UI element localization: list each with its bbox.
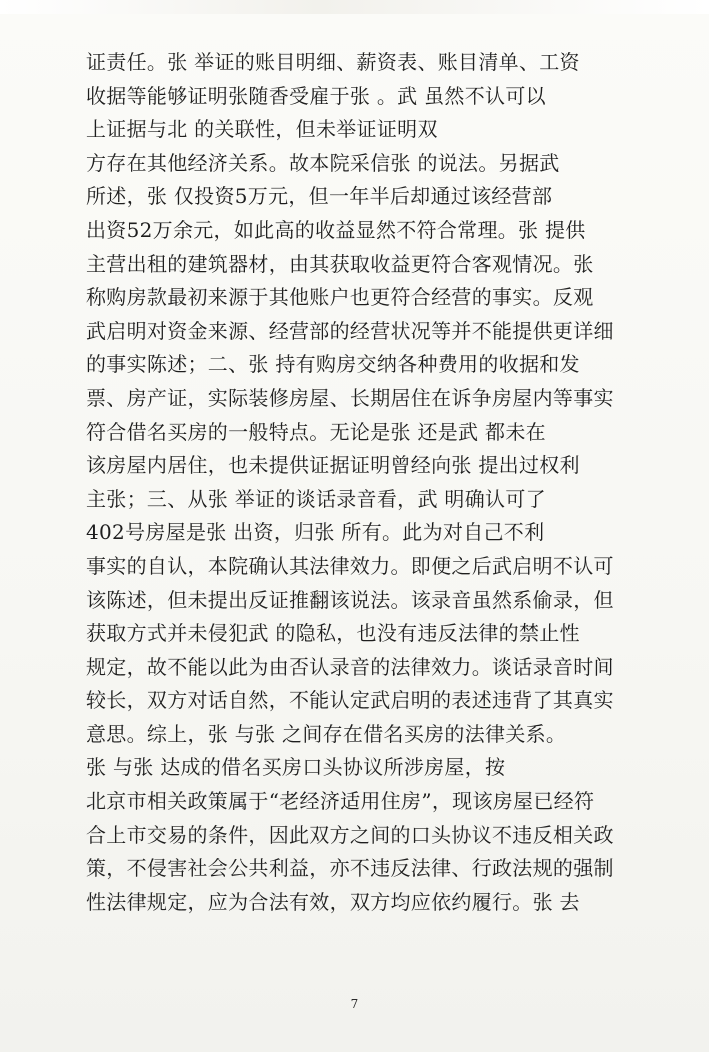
text-line-5: 所述，张 仅投资5万元，但一年半后却通过该经营部 <box>86 184 553 209</box>
top-edge <box>0 0 709 14</box>
text-line-13: 该房屋内居住，也未提供证据证明曾经向张 提出过权利 <box>86 453 580 478</box>
text-line-2: 收据等能够证明张随香受雇于张 。武 虽然不认可以 <box>86 83 546 108</box>
text-line-9: 武启明对资金来源、经营部的经营状况等并不能提供更详细 <box>86 318 614 343</box>
text-line-17: 该陈述，但未提出反证推翻该说法。该录音虽然系偷录，但 <box>86 587 614 612</box>
text-line-16: 事实的自认，本院确认其法律效力。即便之后武启明不认可 <box>86 553 614 578</box>
body-text <box>86 46 666 919</box>
text-line-22: 张 与张 达成的借名买房口头协议所涉房屋，按 <box>86 755 506 780</box>
text-line-19: 规定，故不能以此为由否认录音的法律效力。谈话录音时间 <box>86 654 614 679</box>
text-line-8: 称购房款最初来源于其他账户也更符合经营的事实。反观 <box>86 285 594 310</box>
text-line-26: 性法律规定，应为合法有效，双方均应依约履行。张 去 <box>86 889 580 914</box>
text-line-24: 合上市交易的条件，因此双方之间的口头协议不违反相关政 <box>86 822 614 847</box>
text-line-11: 票、房产证，实际装修房屋、长期居住在诉争房屋内等事实 <box>86 385 614 410</box>
text-line-25: 策，不侵害社会公共利益，亦不违反法律、行政法规的强制 <box>86 856 614 881</box>
text-line-12: 符合借名买房的一般特点。无论是张 还是武 都未在 <box>86 419 546 444</box>
text-line-7: 主营出租的建筑器材，由其获取收益更符合客观情况。张 <box>86 251 594 276</box>
text-line-18: 获取方式并未侵犯武 的隐私，也没有违反法律的禁止性 <box>86 621 580 646</box>
text-line-21: 意思。综上，张 与张 之间存在借名买房的法律关系。 <box>86 721 567 746</box>
text-line-3: 上证据与北 的关联性，但未举证证明双 <box>86 117 438 142</box>
text-line-14: 主张；三、从张 举证的谈话录音看，武 明确认可了 <box>86 486 546 511</box>
text-line-20: 较长，双方对话自然，不能认定武启明的表述违背了其真实 <box>86 688 614 713</box>
text-line-4: 方存在其他经济关系。故本院采信张 的说法。另据武 <box>86 150 560 175</box>
page-number: 7 <box>350 997 359 1011</box>
text-line-10: 的事实陈述；二、张 持有购房交纳各种费用的收据和发 <box>86 352 580 377</box>
text-line-1: 证责任。张 举证的账目明细、薪资表、账目清单、工资 <box>86 50 580 74</box>
text-line-15: 402号房屋是张 出资，归张 所有。此为对自己不利 <box>86 520 545 545</box>
text-line-6: 出资52万余元，如此高的收益显然不符合常理。张 提供 <box>86 217 586 242</box>
text-line-23: 北京市相关政策属于“老经济适用住房”，现该房屋已经符 <box>86 789 595 814</box>
